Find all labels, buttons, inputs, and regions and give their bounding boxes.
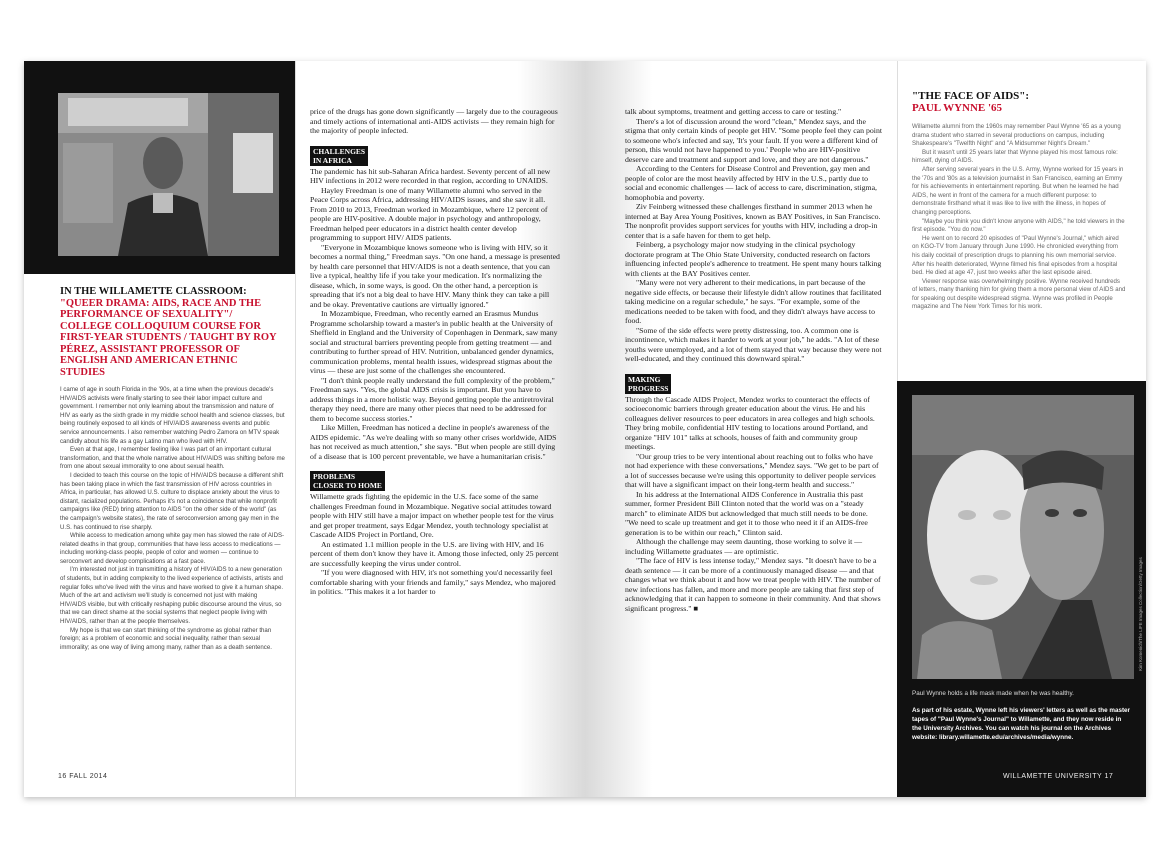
left-page xyxy=(24,61,585,797)
magazine-spread xyxy=(24,61,1146,797)
body-paragraph: Through the Cascade AIDS Project, Mendez works to counteract the effects of socioeconomic barriers through greater education about the virus. He and his colleagues deliver resources to peer educators in area colleges and high schools. They bring mobile, confidential HIV testing to locations around Portland, and organize "HIV 101" talks at schools, houses of faith and community group meetings. xyxy=(625,394,875,451)
photo-credit-container xyxy=(1138,401,1146,671)
subhead-line: PROBLEMS xyxy=(313,472,356,481)
right-main-column xyxy=(625,107,883,613)
wynne-heading-line1: "THE FACE OF AIDS": xyxy=(912,90,1030,102)
wynne-mask-photo xyxy=(912,395,1134,679)
subhead-line: CLOSER TO HOME xyxy=(313,481,382,490)
body-paragraph: The pandemic has hit sub-Saharan Africa hardest. Seventy percent of all new HIV infections in 2012 were recorded in that region, according to UNAIDS. xyxy=(310,166,551,185)
classroom-heading-line2: "QUEER DRAMA: AIDS, RACE AND THE PERFORMANCE OF SEXUALITY"/ COLLEGE COLLOQUIUM COURSE FOR FIRST-YEAR STUDENTS / TAUGHT BY ROY PÉREZ, ASSISTANT PROFESSOR OF ENGLISH AND AMERICAN ETHNIC STUDIES xyxy=(60,297,277,378)
body-paragraph: "The face of HIV is less intense today," Mendez says. "It doesn't have to be a death sentence — it can be more of a continuously managed disease — and that changes what we think about it and how we treat people with HIV. The number of new infections has fallen, and more and more people are taking that first step of acknowledging that it can happen to someone in their community. And that shows significant progress." ■ xyxy=(625,556,881,613)
classroom-paragraph: While access to medication among white gay men has slowed the rate of AIDS-related deaths in that group, communities that have less access to medications — including working-class people, people of color and women — continue to seroconvert and develop complications at a fast pace. xyxy=(60,532,285,565)
classroom-paragraph: My hope is that we can start thinking of the syndrome as global rather than foreign; as a problem of economic and social inequality, rather than sexual immorality; as one way of living among many, rather than as a death sentence. xyxy=(60,626,272,651)
body-paragraph: In his address at the International AIDS Conference in Australia this past summer, former President Bill Clinton noted that the world was on a "steady march" to eliminate AIDS but acknowledged that much still needs to be done. "We need to scale up treatment and get it to those who need it if an AIDS-free generation is to be within our reach," Clinton said. xyxy=(625,489,868,537)
column-divider xyxy=(295,61,296,797)
body-paragraph: In Mozambique, Freedman, who recently earned an Erasmus Mundus Programme scholarship toward a master's in public health at the University of Sheffield in England and the University of Copenhagen in Denmark, saw many social and structural barriers preventing people from getting treatment — and contributing to further spread of HIV. Nutrition, unbalanced gender dynamics, communication problems, mental health issues, widespread stigmas about the virus — these are just some of the challenges she encountered. xyxy=(310,309,558,375)
classroom-paragraph: I decided to teach this course on the topic of HIV/AIDS because a different shift has been taking place in which the fast transmission of HIV across countries in Africa, in particular, has allowed U.S. culture to displace anxiety about the virus to distant, racialized populations. Perhaps it's not a coincidence that while nonprofit campaigns like (RED) bring attention to AIDS "on the other side of the world" (as the campaign's website states), the rate of seroconversion among gay men in the U.S. has continued to rise sharply. xyxy=(60,471,284,531)
subhead-line: MAKING xyxy=(628,374,661,384)
body-paragraph: Willamette grads fighting the epidemic in the U.S. face some of the same challenges Freedman found in Mozambique. Negative social attitudes toward people with HIV still have a major impact on whether people test for the virus and get proper treatment, says Edgar Mendez, youth technology specialist at Cascade AIDS Project in Portland, Ore. xyxy=(310,492,554,539)
classroom-paragraph: I'm interested not just in transmitting a history of HIV/AIDS to a new generation of students, but in adding complexity to the lived experience of activists, artists and regular folks who've lived with the virus and have worked to give it a human shape. Much of the art and activism we'll study is concerned not just with making HIV/AIDS visible, but with critically reshaping public discourse around the virus, so that we can direct shame at the social systems that neglect people living with HIV/AIDS, rather than at the people themselves. xyxy=(60,566,284,626)
body-paragraph: "I don't think people really understand the full complexity of the problem," Freedman says. "Yes, the global AIDS crisis is important. But you have to address things in a more holistic way. Beyond getting people the antiretroviral therapy they need, there are many other pieces that need to be addressed for them to become success stories." xyxy=(310,375,555,423)
right-page xyxy=(585,61,1146,797)
classroom-paragraph: I came of age in south Florida in the '90s, at a time when the previous decade's HIV/AIDS activists were finally starting to see their labor impact culture and government. I remember not only learning about the transmission and nature of HIV as early as the sixth grade in my middle school health and science classes, but being routinely exposed to all kinds of HIV/AIDS awareness events and public service announcements. I also remember watching Pedro Zamora on MTV speak candidly about his life as a gay Latino man who lived with HIV. xyxy=(60,386,285,445)
body-paragraph: "Our group tries to be very intentional about reaching out to folks who have not had experience with these conversations," Mendez says. "We get to be part of a lot of successes because we're using this opportunity to deliver people services that will have a significant impact on their long-term health and success." xyxy=(625,451,879,489)
wynne-paragraph: But it wasn't until 25 years later that Wynne played his most famous role: himself, dying of AIDS. xyxy=(912,148,1118,165)
right-folio: WILLAMETTE UNIVERSITY 17 xyxy=(1003,773,1114,780)
body-paragraph: According to the Centers for Disease Control and Prevention, gay men and people of color are the most heavily affected by HIV in the U.S., partly due to social and economic challenges — lack of access to care, discrimination, stigma, homophobia and poverty. xyxy=(625,164,878,202)
body-paragraph: price of the drugs has gone down significantly — largely due to the courageous and timely actions of international anti-AIDS activists — they remain high for the majority of people infected. xyxy=(310,107,558,135)
wynne-sidebar-heading xyxy=(912,90,1127,114)
body-paragraph: Like Millen, Freedman has noticed a decline in people's awareness of the AIDS epidemic. "As we're dealing with so many other crises worldwide, AIDS has not received as much attention," she says. "But when people are still dying of a disease that is 100 percent preventable, we have a humanitarian crisis." xyxy=(310,423,557,461)
subhead-problems xyxy=(310,471,385,491)
body-paragraph: An estimated 1.1 million people in the U.S. are living with HIV, and 16 percent of them don't know they have it. Among those infected, only 25 percent are successfully keeping the virus under control. xyxy=(310,539,559,568)
body-paragraph: "If you were diagnosed with HIV, it's not something you'd necessarily feel comfortable sharing with your friends and family," says Mendez, who majored in politics. "This makes it a lot harder to xyxy=(310,568,556,596)
subhead-line: CHALLENGES xyxy=(313,146,366,156)
classroom-sidebar-body xyxy=(60,386,285,652)
classroom-heading-line1: IN THE WILLAMETTE CLASSROOM: xyxy=(60,286,247,297)
wynne-paragraph: He went on to record 20 episodes of "Paul Wynne's Journal," which aired on KGO-TV from January through June 1990. He chronicled everything from his daily cocktail of prescription drugs to planning his own memorial service. After his health deteriorated, Wynne filmed his final episodes from a hospital bed. He died at age 47, just two weeks after the last episode aired. xyxy=(912,234,1119,277)
subhead-line: IN AFRICA xyxy=(313,155,352,165)
body-paragraph: Although the challenge may seem daunting, those working to solve it — including Willamette graduates — are optimistic. xyxy=(625,537,863,556)
archives-note: As part of his estate, Wynne left his viewers' letters as well as the master tapes of "Paul Wynne's Journal" to Willamette, and they now reside in the University Archives. You can watch his journal on the Archives website: library.willamette.edu/archives/media/wynne. xyxy=(912,707,1131,741)
body-paragraph: There's a lot of discussion around the word "clean," Mendez says, and the stigma that only certain kinds of people get HIV. "Some people feel they can point to someone who's infected and say, 'It's your fault. If you were a different kind of person, this would not have happened to you.' People who are HIV-positive deserve care and treatment and support and love, and they are not dangerous." xyxy=(625,116,883,164)
subhead-making-progress xyxy=(625,374,671,394)
subhead-line: PROGRESS xyxy=(628,383,669,393)
portrait-photo xyxy=(58,93,279,256)
classroom-sidebar-heading xyxy=(60,286,285,378)
wynne-paragraph: "Maybe you think you didn't know anyone with AIDS," he told viewers in the first episode. "You do now." xyxy=(912,217,1125,234)
body-paragraph: "Everyone in Mozambique knows someone who is living with HIV, so it becomes a normal thing," Freedman says. "On one hand, a message is presented by health care personnel that HIV/AIDS is not a death sentence, that you can live a typical, healthy life if you take your medication. It's normalizing the disease, which, in some ways, is good. On the other hand, a perception is spreading that it's not a big deal to have HIV. Many think they can take a pill and be okay. Preventative cautions are virtually ignored." xyxy=(310,242,560,309)
body-paragraph: Ziv Feinberg witnessed these challenges firsthand in summer 2013 when he interned at Bay Area Young Positives, known as BAY Positives, in San Francisco. The nonprofit provides support services for youths with HIV, including a drop-in center that is a safe haven for them to get help. xyxy=(625,202,881,240)
body-paragraph: talk about symptoms, treatment and getting access to care or testing." xyxy=(625,107,842,116)
photo-caption: Paul Wynne holds a life mask made when he was healthy. xyxy=(912,690,1074,697)
wynne-paragraph: Willamette alumni from the 1960s may remember Paul Wynne '65 as a young drama student who starred in several productions on campus, including Shakespeare's "Twelfth Night" and "A Midsummer Night's Dream." xyxy=(912,123,1121,148)
wynne-sidebar-body xyxy=(912,123,1126,312)
wynne-paragraph: Viewer response was overwhelmingly positive. Wynne received hundreds of letters, many thanking him for giving them a more personal view of AIDS and for speaking out despite widespread stigma. Wynne was profiled in People magazine and The New York Times for his work. xyxy=(912,277,1126,311)
photo-credit: Kim Komenich/The LIFE Images Collection/Getty Images xyxy=(1138,557,1143,671)
body-paragraph: Feinberg, a psychology major now studying in the clinical psychology doctorate program at The Ohio State University, conducted research on factors influencing infected people's adherence to treatment. He spent many hours talking with clients at the BAY Positives center. xyxy=(625,240,882,278)
left-main-column xyxy=(310,107,560,597)
body-paragraph: "Many were not very adherent to their medications, in part because of the negative side effects, or because their lifestyle didn't allow routines that facilitated taking medicine on a regular schedule," he says. "For example, some of the medications needed to be taken with food, and they didn't always have access to food. xyxy=(625,278,882,325)
body-paragraph: "Some of the side effects were pretty distressing, too. A common one is incontinence, which makes it harder to work at your job," he adds. "A lot of these youths were unemployed, and a lot of them stayed that way because they were not well-educated, and they continued this downward spiral." xyxy=(625,325,882,363)
wynne-paragraph: After serving several years in the U.S. Army, Wynne worked for 15 years in the '70s and '80s as a television journalist in San Francisco, earning an Emmy for his achievements in entertainment reporting. But when he learned he had AIDS, he went in front of the camera for a much different purpose: to demonstrate firsthand what it was like to live with the illness, in hopes of changing perceptions. xyxy=(912,165,1124,216)
body-paragraph: Hayley Freedman is one of many Willamette alumni who served in the Peace Corps across Africa, addressing HIV/AIDS issues, and she saw it all. From 2010 to 2013, Freedman worked in Mozambique, where 12 percent of people are HIV-positive. A double major in psychology and anthropology, Freedman helped peer educators in a district health center develop programming to support HIV/ AIDS patients. xyxy=(310,185,548,242)
subhead-challenges xyxy=(310,146,368,166)
wynne-heading-line2: PAUL WYNNE '65 xyxy=(912,102,1003,114)
left-folio: 16 FALL 2014 xyxy=(58,773,108,780)
classroom-paragraph: Even at that age, I remember feeling like I was part of an important cultural transformation, and that the whole narrative about HIV/AIDS was shifting before me from one about sexual immorality to one about sexual health. xyxy=(60,446,285,471)
